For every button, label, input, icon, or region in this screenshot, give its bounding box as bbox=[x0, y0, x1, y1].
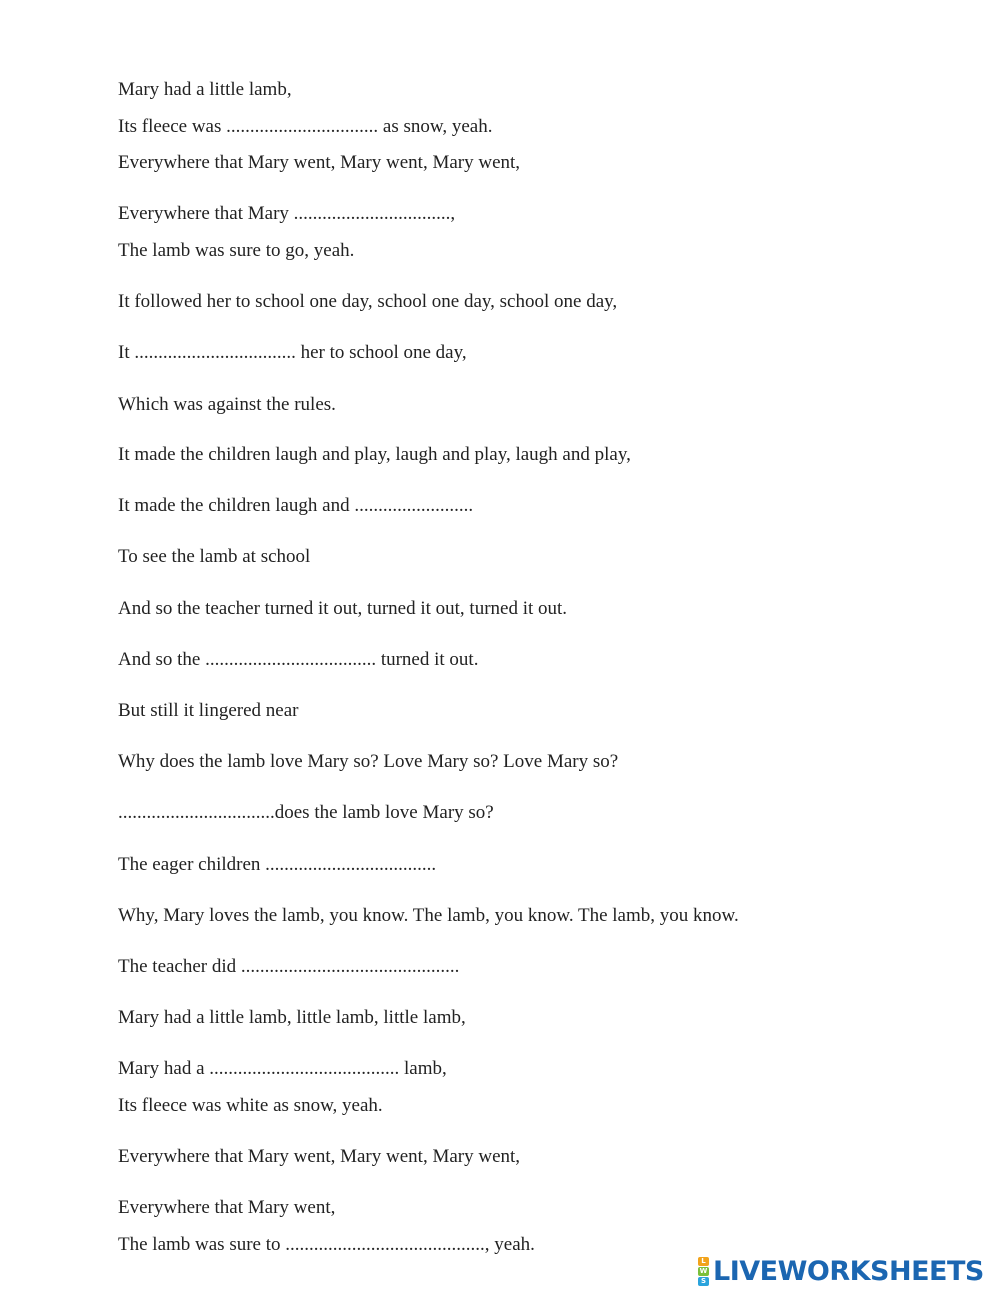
lyric-line-10: It made the children laugh and ......................... bbox=[118, 495, 474, 516]
lyric-line-19: The teacher did .............................................. bbox=[118, 956, 460, 977]
lyric-line-22: Its fleece was white as snow, yeah. bbox=[118, 1095, 383, 1116]
lyric-line-21: Mary had a ........................................ lamb, bbox=[118, 1058, 447, 1079]
lyric-line-4: Everywhere that Mary ................................., bbox=[118, 203, 456, 224]
lyric-line-24: Everywhere that Mary went, bbox=[118, 1197, 336, 1218]
logo-blocks-icon bbox=[698, 1257, 709, 1286]
lyric-line-3: Everywhere that Mary went, Mary went, Mary went, bbox=[118, 152, 521, 173]
lyric-line-23: Everywhere that Mary went, Mary went, Mary went, bbox=[118, 1146, 521, 1167]
logo-block-s: S bbox=[698, 1277, 709, 1286]
lyric-line-25: The lamb was sure to .........................................., yeah. bbox=[118, 1234, 535, 1255]
lyric-line-8: Which was against the rules. bbox=[118, 394, 336, 415]
logo-block-w: W bbox=[699, 1267, 708, 1275]
lyric-line-13: And so the .................................... turned it out. bbox=[118, 649, 479, 670]
liveworksheets-logo bbox=[698, 1255, 984, 1287]
lyric-line-18: Why, Mary loves the lamb, you know. The lamb, you know. The lamb, you know. bbox=[118, 905, 739, 926]
lyric-line-17: The eager children .................................... bbox=[118, 854, 437, 875]
lyric-line-6: It followed her to school one day, school one day, school one day, bbox=[118, 291, 618, 312]
lyric-line-20: Mary had a little lamb, little lamb, little lamb, bbox=[118, 1007, 466, 1028]
lyric-line-15: Why does the lamb love Mary so? Love Mary so? Love Mary so? bbox=[118, 751, 619, 772]
lyric-line-14: But still it lingered near bbox=[118, 700, 299, 721]
lyric-line-2: Its fleece was ................................ as snow, yeah. bbox=[118, 116, 493, 137]
lyric-line-9: It made the children laugh and play, laugh and play, laugh and play, bbox=[118, 444, 631, 465]
lyric-line-7: It .................................. her to school one day, bbox=[118, 342, 467, 363]
lyric-line-11: To see the lamb at school bbox=[118, 546, 311, 567]
lyric-line-12: And so the teacher turned it out, turned it out, turned it out. bbox=[118, 598, 568, 619]
lyric-line-5: The lamb was sure to go, yeah. bbox=[118, 240, 355, 261]
logo-text: LIVEWORKSHEETS bbox=[713, 1255, 984, 1287]
lyric-line-16: .................................does the lamb love Mary so? bbox=[118, 802, 494, 823]
lyric-line-1: Mary had a little lamb, bbox=[118, 79, 292, 100]
logo-block-l: L bbox=[698, 1257, 709, 1266]
